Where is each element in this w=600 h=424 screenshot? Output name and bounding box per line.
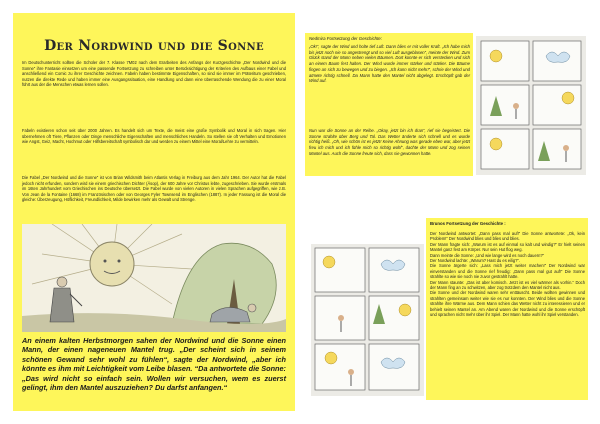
bruno-line: Die Sonne ärgerte sich: „Lass mich jetzt weiter machen!“ Der Nordwind war einverstanden und die Sonne rief freudig: „Dann pass mal gut auf!“ Die Sonne strahlte so wie sie noch nie zuvor gestrahlt hatte. <box>430 263 585 280</box>
bruno-line: Dann meinte die Sonne: „Und wie lange wird es noch dauern?“ <box>430 252 545 258</box>
nedmira-continuation <box>305 33 473 176</box>
nedmira-paragraph-2: Nun war die Sonne an der Reihe. „Okay, jetzt bin ich dran“, rief sie begeistert. Die Sonne strahlte über Berg und Tal. Das Wetter änderte sich schnell und es wurde richtig heiß. „Oh, wie schön ist es jetzt! Keine Ahnung was gerade eben war, aber jetzt freu ich mich und ich fühle mich so richtig wohl“, dachte der Mann und zog seinen Mantel aus. Auch die Sonne freute sich, dass sie gewonnen hatte. <box>309 128 470 156</box>
bruno-continuation <box>426 218 588 400</box>
intro-paragraph: Im Deutschunterricht sollten die Schüler der 7. Klasse 7M02 nach dem Erarbeiten des Anfangs der Kurzgeschichte „Der Nordwind und die Sonne“ ihre Fantasie einsetzen um eine passende Fortsetzung zu schreiben unter Berücksichtigung der Kriterien des Aufbaus einer Fabel und anschließend ein Comic zu ihrer Geschichte zeichnen. Fabeln haben bestimmte Eigenschaften, so sind sie immer im Präteritum geschrieben, nutzen die direkte Rede und haben immer eine Ausgangssituation, eine Handlung und dann eine überraschende Wendung die zu einer Moral führt aus der die Menschen etwas lernen sollen. <box>22 60 286 88</box>
fable-opening-quote: An einem kalten Herbstmorgen sahen der Nordwind und die Sonne einen Mann, der einen nageneuen Mantel trug. „Der scheint sich in seinem schönen Gewand sehr wohl zu fühlen“, sagte der Nordwind, „aber ich könnte es ihm mit Leichtigkeit vom Leibe blasen. “Da antwortete die Sonne: „Das wird nicht so einfach sein. Wollen wir versuchen, wem es zuerst gelingt, ihm den Mantel auszuziehen? Du darfst anfangen.“ <box>22 336 286 393</box>
page-title: Der Nordwind und die Sonne <box>44 38 264 54</box>
fable-illustration <box>22 224 286 332</box>
bruno-line: Die Sonne und der Nordwind waren sehr enttäuscht. Beide wollten gewinnen und strahlten gemeinsam weiter wie sie es nur konnten. Der Wind blies und die Sonne strahlte ihre Wärme aus. Dem Mann schien das Wetter nicht zu interessieren und er behielt seinen Mantel an. Am Abend waren der Nordwind und die Sonne erschöpft und sprachen nicht mehr über ihr Spiel. Der Mann hatte wohl ihr Spiel verstanden. <box>430 290 585 318</box>
bruno-line: Der Mann staunte: „Das ist aber komisch. Jetzt ist es viel wärmer als vorhin.“ Doch der Mann fing an zu schwitzen, aber zog trotzdem den Mantel nicht aus. <box>430 279 585 291</box>
student-comic-bruno <box>311 244 424 396</box>
left-page <box>13 13 295 411</box>
student-comic-nedmira <box>476 36 586 175</box>
fable-source-paragraph: Die Fabel „Der Nordwind und die Sonne“ ist von Brian Wildsmith beim Atlantis Verlag in Freiburg aus dem Jahr 1964. Der Autor hat die Fabel jedoch nicht erfunden, sondern wird sie einem griechischen Dichter (Äsop), der 600 Jahre vor Christus lebte, zugeschrieben. Sie wurde erstmals im 16ten Jahrhundert vom Griechischen ins Deutsche übersetzt. Die Fabel wurde von vielen Autoren in vielen Sprachen aufgegriffen, wie z.B. Von Jean de la Fontaine (1668) im Französischen oder von Georges Fyler Townsend im Englischen (1887). In jeder Fassung ist die Moral die gleiche: Überzeugung, Höflichkeit, Freundlichkeit, Milde bewirken mehr als Gewalt und Strenge. <box>22 175 286 203</box>
bruno-line: Der Nordwind lachte: „Warum? Hast du es eilig?“. <box>430 258 520 264</box>
bruno-text <box>430 231 585 318</box>
bruno-line: Der Mann fragte sich: „Warum ist es auf einmal so kalt und windig?“ Er hielt seinen Mantel ganz fest am Körper. Nur sein Hut flog weg. <box>430 241 585 253</box>
bruno-heading: Brunos Fortsetzung der Geschichte : <box>430 221 506 226</box>
nedmira-heading: Nedmira Fortsetzung der Geschichte: <box>309 36 382 41</box>
fable-history-paragraph: Fabeln existieren schon seit über 2000 Jahren. Es handelt sich um Texte, die meist eine große Symbolik und Moral in sich tragen. Hier übernehmen oft Tiere, Pflanzen oder Dinge menschliche Eigenschaften und menschliches Handeln. So stellen sie oft Verhalten und Emotionen wie Angst, Geiz, Macht, Hochmut oder Hilfsbereitschaft symbolisch dar und werden zu einem Mittel eine Moral/Lehre zu vermitteln. <box>22 128 286 145</box>
bruno-line: Der Nordwind antwortet: „Dann pass mal auf!“ Die Sonne antwortete: „Ok, kein Problem!“ Der Nordwind blies und blies und blies. <box>430 231 585 242</box>
nedmira-paragraph-1: „Ok!“, sagte der Wind und holte tief Luft. Dann blies er mit voller Kraft. „Ich habe mich bis jetzt noch nie so angestrengt und so viel Luft ausgeblasen“, meinte der Wind. Zum Glück stand der Mann neben vielen Bäumen. Dort konnte er sich verstecken und sich an einem Baum fest halten. Der Wind wurde immer stärker und stärker. Die Bäume fingen an sich zu bewegen und zu biegen. „Ich kann nicht mehr!“, schrie der Wind und atmete richtig schnell. Da Mann hatte den Mantel nicht abgelegt. Erschöpft gab der Wind auf. <box>309 44 470 84</box>
